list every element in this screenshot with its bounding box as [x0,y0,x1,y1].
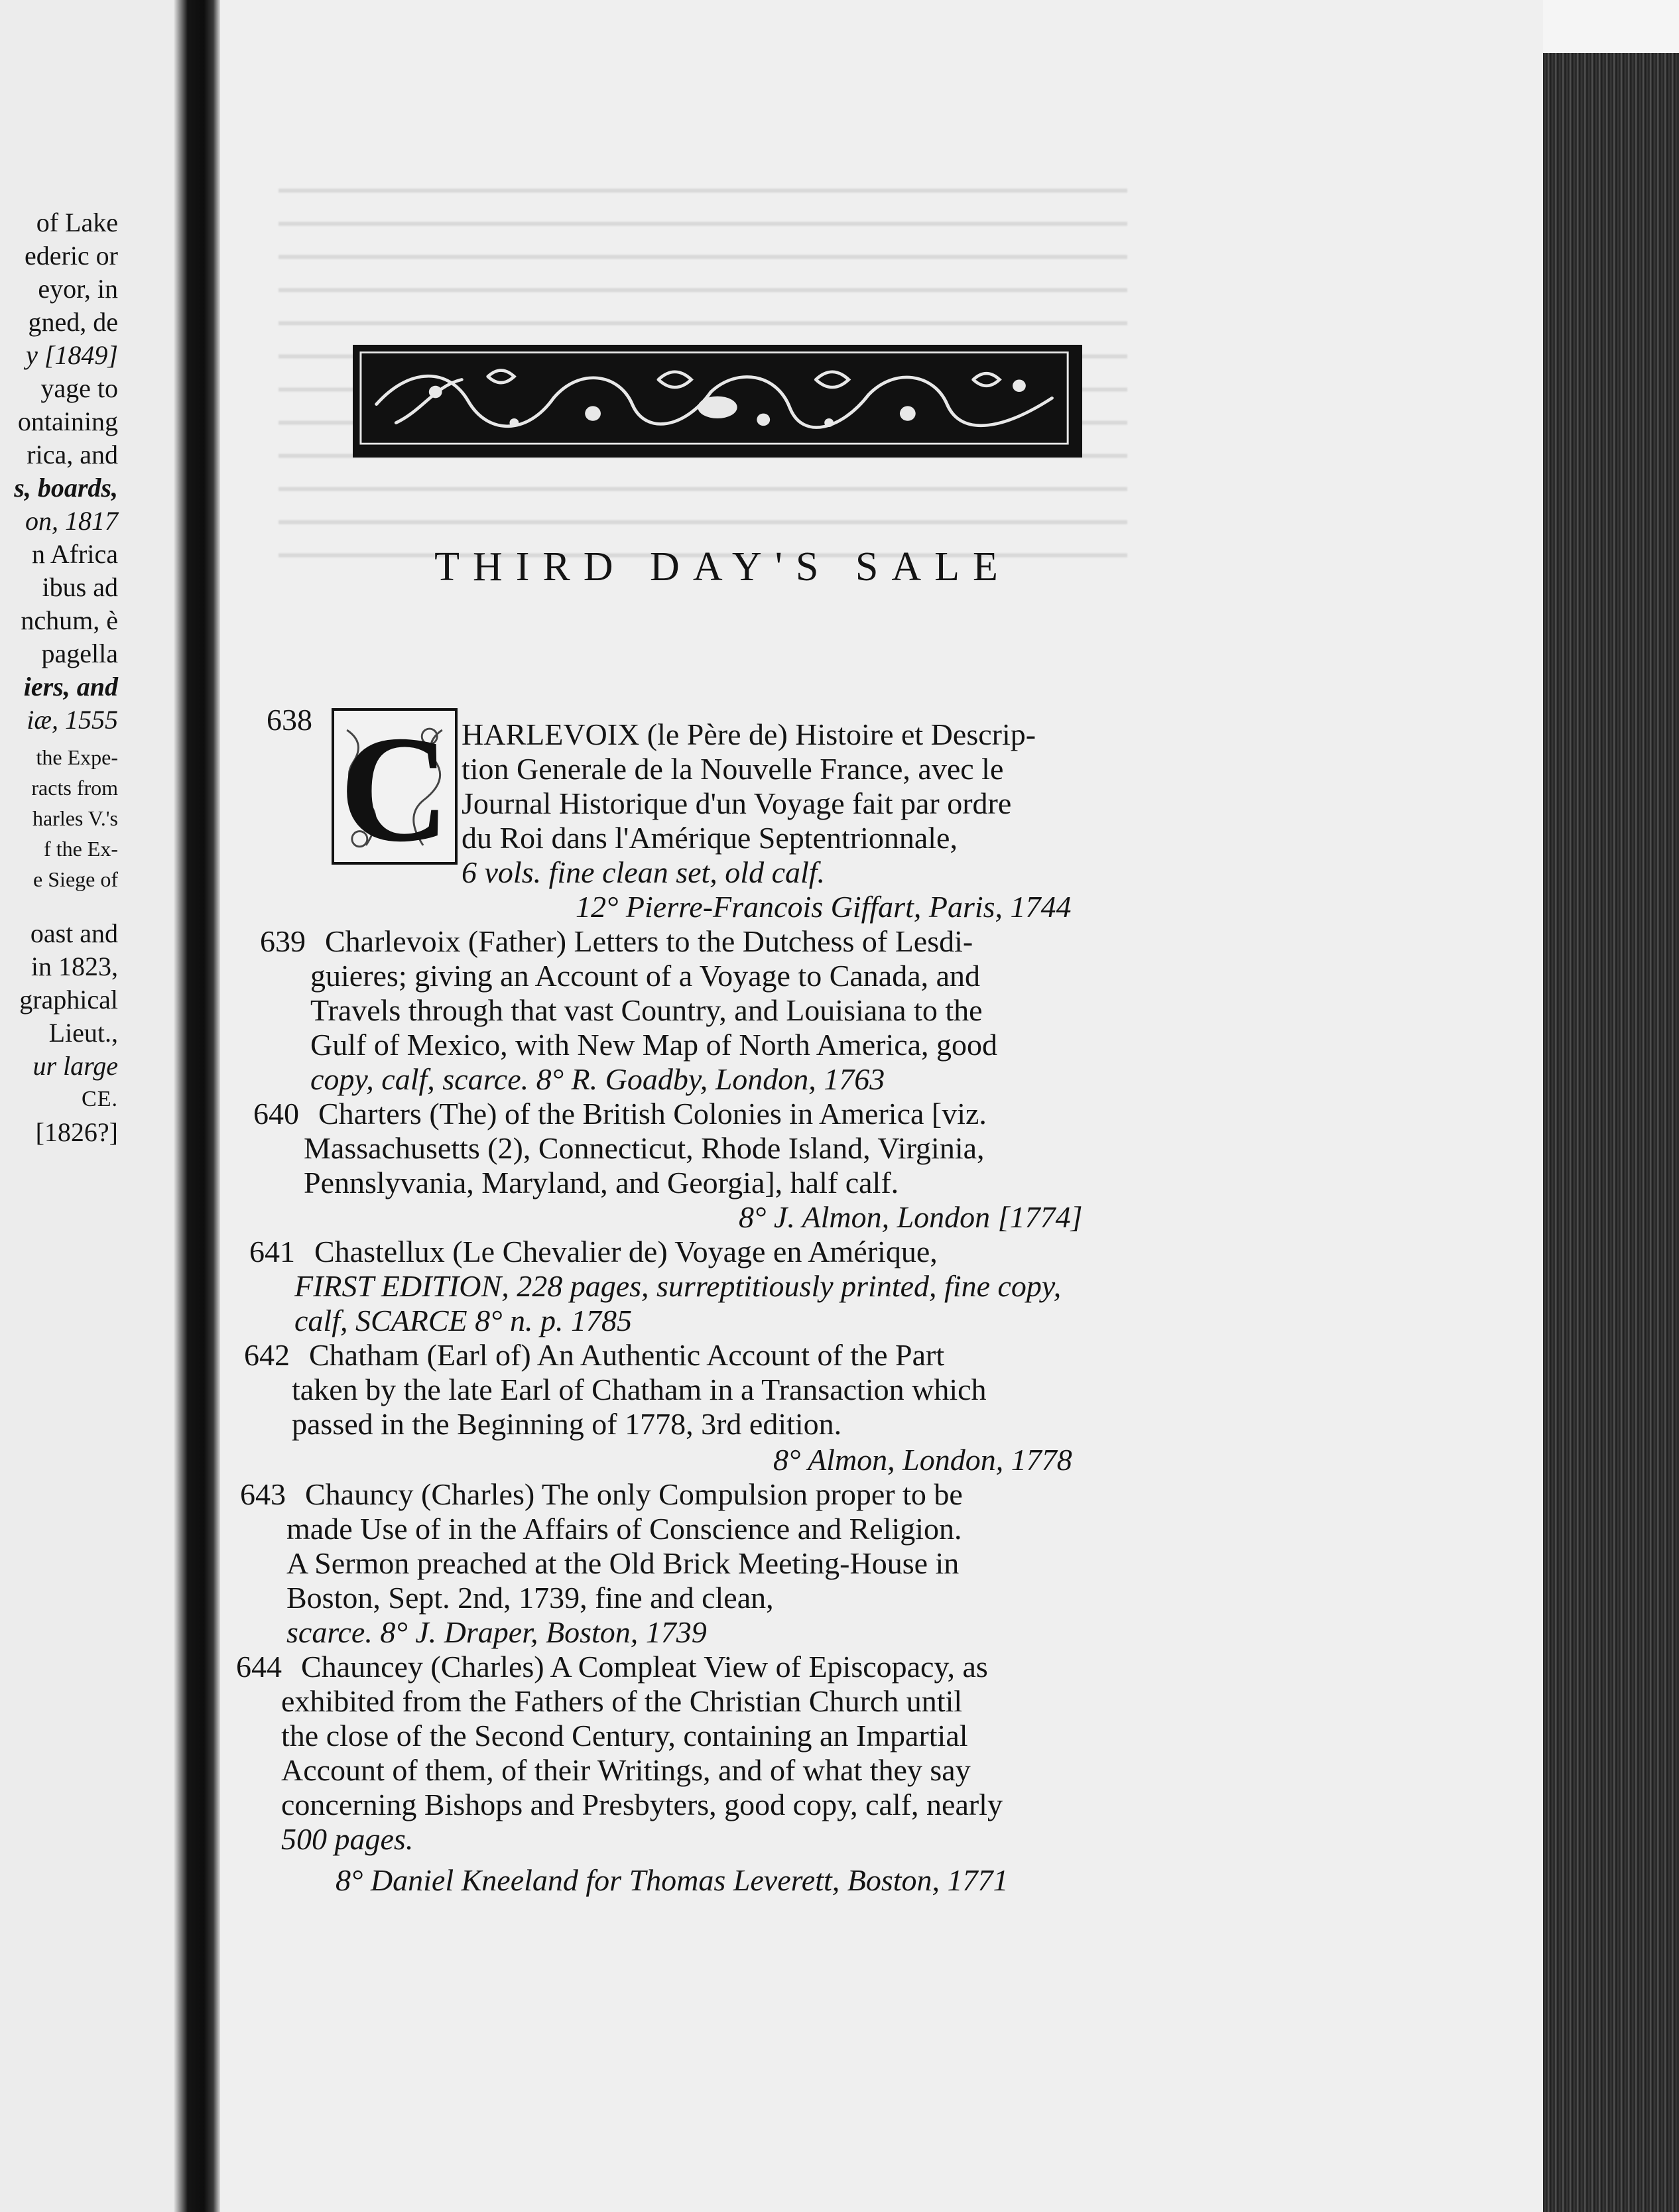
entry-text-line: Travels through that vast Country, and Louisiana to the [310,993,983,1027]
left-line: f the Ex- [44,837,118,861]
entry-text-line: Account of them, of their Writings, and of what they say [281,1753,971,1787]
entry-imprint: calf, SCARCE 8° n. p. 1785 [294,1304,633,1337]
left-line: gned, de [28,307,118,337]
entry-imprint: copy, calf, scarce. 8° R. Goadby, London, 1763 [310,1062,885,1096]
entry-text-line: made Use of in the Affairs of Conscience and Religion. [286,1512,962,1546]
entry-text-line: Chauncy (Charles) The only Compulsion proper to be [305,1477,963,1511]
floral-ornament-icon [357,349,1078,454]
entry-imprint: 8° J. Almon, London [1774] [739,1200,1083,1234]
lot-number: 640 [253,1097,299,1131]
entry-imprint: 12° Pierre-Francois Giffart, Paris, 1744 [576,890,1072,924]
left-line: of Lake [36,208,118,237]
entry-text-line: Charters (The) of the British Colonies in America [viz. [318,1097,987,1131]
entry-text-line: exhibited from the Fathers of the Christian Church until [281,1684,963,1718]
lot-number: 641 [249,1235,295,1268]
entry-imprint: 8° Almon, London, 1778 [773,1443,1072,1477]
page-heading: THIRD DAY'S SALE [434,544,1011,589]
entry-text-line: Chauncey (Charles) A Compleat View of Episcopacy, as [301,1650,988,1684]
page-edge-top [1543,0,1679,53]
entry-text-line: FIRST EDITION, 228 pages, surreptitiously printed, fine copy, [294,1269,1062,1303]
left-line: ibus ad [42,572,118,602]
left-line: nchum, è [21,605,118,635]
entry-imprint: scarce. 8° J. Draper, Boston, 1739 [286,1615,707,1649]
entry-text-line: guieres; giving an Account of a Voyage to Canada, and [310,959,981,993]
left-line: Lieut., [48,1018,118,1048]
lot-number: 642 [244,1338,290,1372]
left-line: graphical [19,985,118,1014]
left-line: eyor, in [38,274,118,304]
entry-text-line: Chastellux (Le Chevalier de) Voyage en Amérique, [314,1235,938,1268]
page-edges [1543,53,1679,2212]
left-line: e Siege of [33,867,118,891]
dropcap-letter: C [339,704,450,873]
entry-text-line: Boston, Sept. 2nd, 1739, fine and clean, [286,1581,774,1615]
left-line: [1826?] [35,1117,118,1147]
entry-text-line: taken by the late Earl of Chatham in a Transaction which [292,1373,987,1406]
entry-text-line: the close of the Second Century, containing an Impartial [281,1719,968,1752]
left-line: the Expe- [36,745,118,769]
entry-text-line: Massachusetts (2), Connecticut, Rhode Island, Virginia, [304,1131,985,1165]
decorated-initial [332,704,458,873]
lot-number: 644 [236,1650,282,1684]
entry-text-line: A Sermon preached at the Old Brick Meeting-House in [286,1546,960,1580]
entry-text-line: du Roi dans l'Amérique Septentrionnale, [462,821,958,855]
lot-number: 643 [240,1477,286,1511]
entry-text-line: Chatham (Earl of) An Authentic Account of the Part [309,1338,945,1372]
left-page-fragment [0,0,192,2212]
left-line: rica, and [27,440,118,469]
left-line: n Africa [32,539,118,569]
entry-imprint: 8° Daniel Kneeland for Thomas Leverett, Boston, 1771 [336,1863,1009,1897]
entry-text-line: HARLEVOIX (le Père de) Histoire et Descrip- [462,717,1036,751]
left-line: ederic or [24,241,118,271]
left-line: oast and [30,918,118,948]
left-line: ur large [32,1051,118,1081]
entry-text-line: Pennslyvania, Maryland, and Georgia], half calf. [304,1166,899,1199]
left-line: on, 1817 [25,506,118,536]
lot-number: 638 [267,703,312,737]
entry-text-line: 6 vols. fine clean set, old calf. [462,855,826,889]
left-line: pagella [41,639,118,668]
book-gutter [174,0,220,2212]
left-line: in 1823, [31,952,118,981]
left-line: s, boards, [14,473,118,503]
left-line: harles V.'s [32,806,118,830]
entry-text-line: passed in the Beginning of 1778, 3rd edition. [292,1407,842,1441]
left-line: iers, and [23,672,118,702]
entry-text-line: Charlevoix (Father) Letters to the Dutchess of Lesdi- [325,924,973,958]
entry-text-line: 500 pages. [281,1822,414,1856]
ornamental-headpiece [353,345,1082,458]
left-line: yage to [40,373,118,403]
left-line: CE. [82,1087,118,1111]
entry-text-line: tion Generale de la Nouvelle France, avec le [462,752,1004,786]
lot-number: 639 [260,924,306,958]
left-line: y [1849] [26,340,118,370]
entry-text-line: Gulf of Mexico, with New Map of North America, good [310,1028,998,1062]
left-line: iæ, 1555 [27,705,118,735]
left-line: racts from [31,776,118,800]
entry-text-line: concerning Bishops and Presbyters, good copy, calf, nearly [281,1788,1003,1821]
left-line: ontaining [17,406,118,436]
entry-text-line: Journal Historique d'un Voyage fait par ordre [462,786,1012,820]
